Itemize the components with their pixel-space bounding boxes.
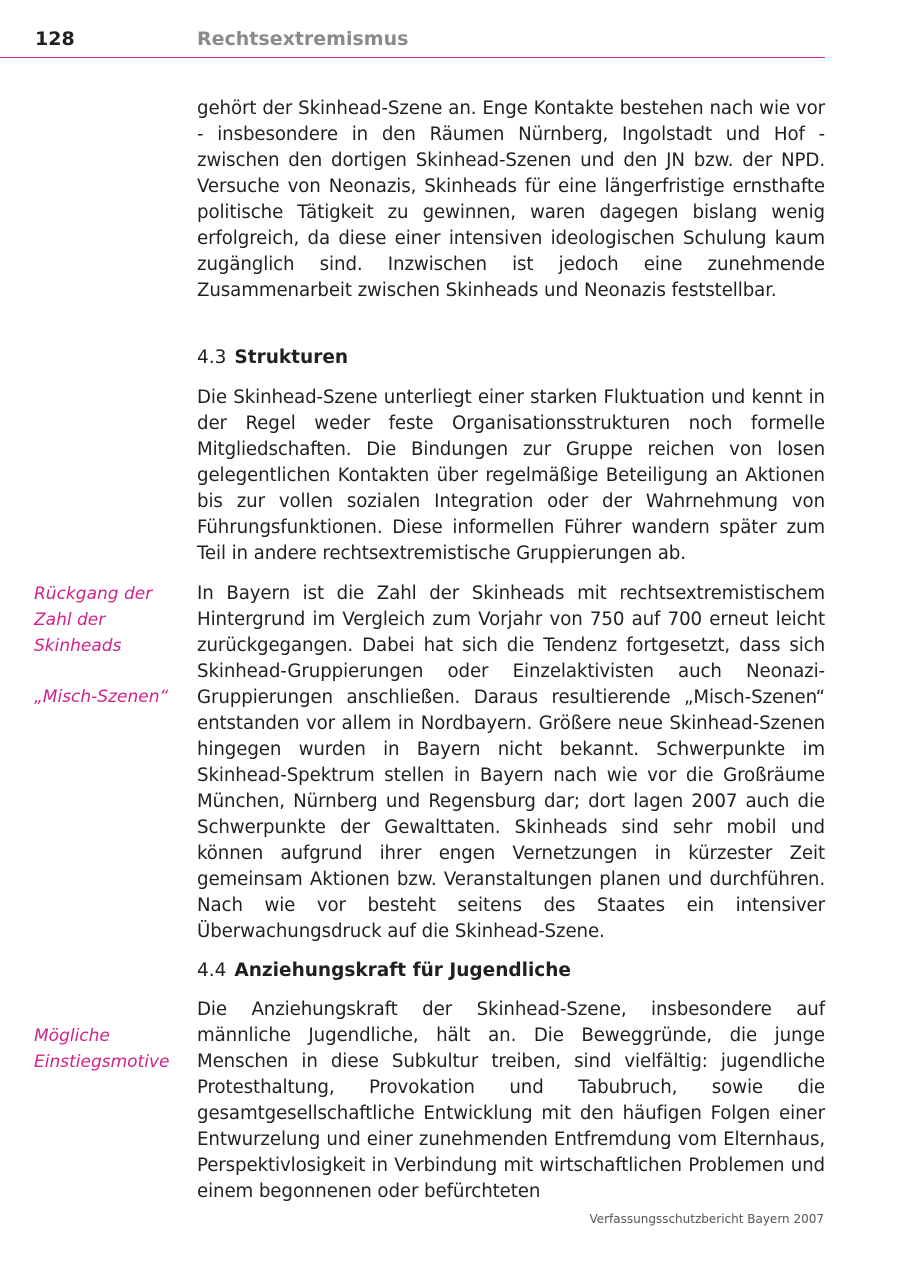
section-number: 4.4	[197, 960, 227, 981]
paragraph-text: gehört der Skinhead-Szene an. Enge Kontakte bestehen nach wie vor - insbesondere in den Räumen Nürnberg, Ingolstadt und Hof - zwischen den dortigen Skinhead-Szenen und den JN bzw. der NPD. Versuche von Neonazis, Skinheads für eine längerfristige ernsthafte politische Tätigkeit zu gewinnen, waren dagegen bislang wenig erfolgreich, da diese einer intensiven ideologischen Schulung kaum zugänglich sind. Inzwischen ist jedoch eine zunehmende Zusammenarbeit zwischen Skinheads und Neonazis feststellbar.	[197, 98, 825, 301]
header-rule	[0, 57, 825, 58]
running-header-title: Rechtsextremismus	[197, 28, 409, 50]
margin-note-misch-szenen: „Misch-Szenen“	[34, 687, 169, 707]
paragraph-bayern	[197, 581, 825, 945]
paragraph-text: Die Anziehungskraft der Skinhead-Szene, insbesondere auf männliche Jugendliche, hält an. Die Beweggründe, die junge Menschen in diese Subkultur treiben, sind vielfältig: jugendliche Protesthaltung, Provokation und Tabubruch, sowie die gesamtgesellschaftliche Entwicklung mit den häufigen Folgen einer Entwurzelung und einer zunehmenden Entfremdung vom Elternhaus, Perspektivlosigkeit in Verbindung mit wirtschaftlichen Problemen und einem begonnenen oder befürchteten	[197, 999, 825, 1202]
paragraph-text: In Bayern ist die Zahl der Skinheads mit rechtsextremistischem Hintergrund im Vergleich zum Vorjahr von 750 auf 700 erneut leicht zurückgegangen. Dabei hat sich die Tendenz fortgesetzt, dass sich Skinhead-Gruppierungen oder Einzelaktivisten auch Neonazi-Gruppierungen anschließen. Daraus resultierende „Misch-Szenen“ entstanden vor allem in Nordbayern. Größere neue Skinhead-Szenen hingegen wurden in Bayern nicht bekannt. Schwerpunkte im Skinhead-Spektrum stellen in Bayern nach wie vor die Großräume München, Nürnberg und Regensburg dar; dort lagen 2007 auch die Schwerpunkte der Gewalttaten. Skinheads sind sehr mobil und können aufgrund ihrer engen Vernetzungen in kürzester Zeit gemeinsam Aktionen bzw. Veranstaltungen planen und durchführen. Nach wie vor besteht seitens des Staates ein intensiver Überwachungsdruck auf die Skinhead-Szene.	[197, 583, 825, 942]
paragraph-anziehungskraft	[197, 997, 825, 1205]
footer-text: Verfassungsschutzbericht Bayern 2007	[589, 1212, 824, 1226]
section-number: 4.3	[197, 347, 227, 368]
paragraph-text: Die Skinhead-Szene unterliegt einer starken Fluktuation und kennt in der Regel weder feste Organisationsstrukturen noch formelle Mitgliedschaften. Die Bindungen zur Gruppe reichen von losen gelegentlichen Kontakten über regelmäßige Beteiligung an Aktionen bis zur vollen sozialen Integration oder der Wahrnehmung von Führungsfunktionen. Diese informellen Führer wandern später zum Teil in andere rechtsextremistische Gruppierungen ab.	[197, 387, 825, 564]
paragraph-strukturen	[197, 385, 825, 567]
page-number: 128	[35, 28, 75, 50]
paragraph-intro	[197, 96, 825, 304]
section-title: Anziehungskraft für Jugendliche	[234, 960, 571, 981]
margin-note-einstiegsmotive: Mögliche Einstiegsmotive	[34, 1026, 170, 1072]
section-heading-4-4	[197, 958, 571, 984]
section-title: Strukturen	[234, 347, 349, 368]
margin-note-rueckgang: Rückgang der Zahl der Skinheads	[34, 584, 153, 656]
section-heading-4-3	[197, 345, 348, 371]
